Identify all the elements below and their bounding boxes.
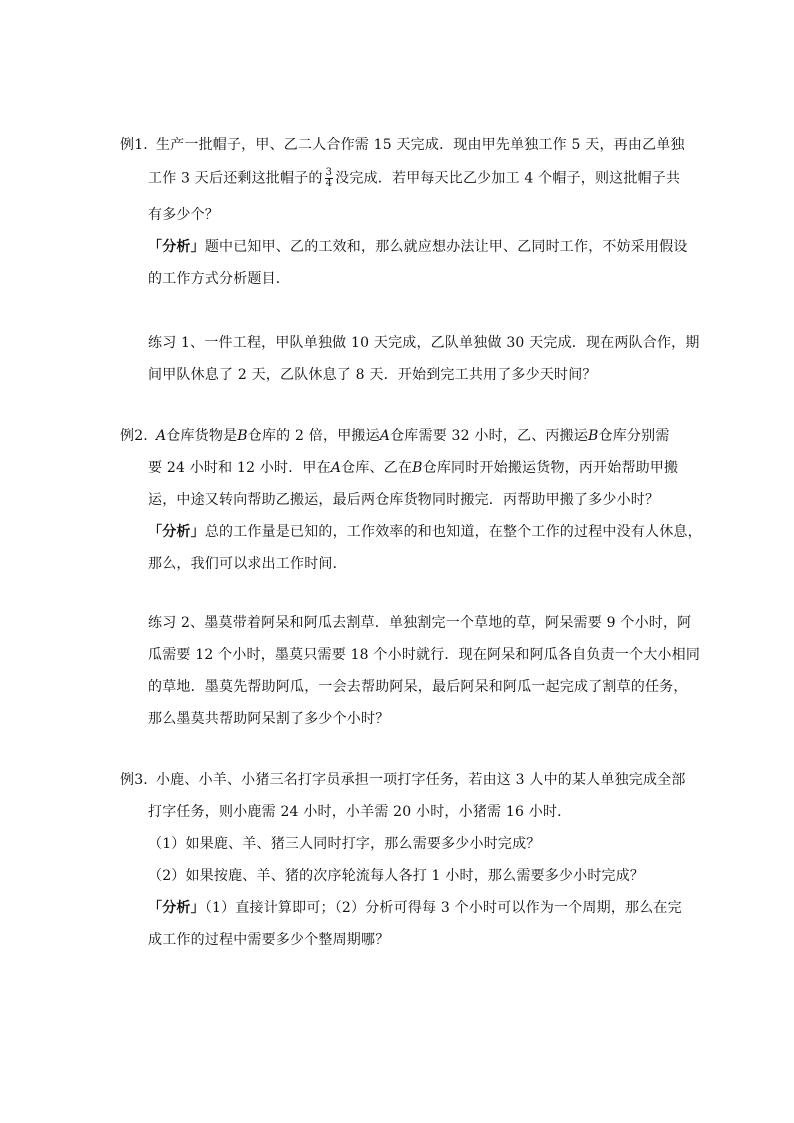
example-1-text: 没完成．若甲每天比乙少加工 4 个帽子，则这批帽子共: [335, 170, 681, 187]
example-2-label: 例2.: [120, 428, 148, 444]
example-2-text: 仓库的 2 倍，甲搬运: [247, 428, 380, 444]
example-3-label: 例3.: [120, 772, 148, 788]
analysis-tag: 「分析」: [148, 524, 205, 540]
example-2-text: 要 24 小时和 12 小时．甲在: [148, 460, 331, 476]
example-3-line-2: 打字任务，则小鹿需 24 小时，小羊需 20 小时，小猪需 16 小时．: [148, 804, 572, 820]
practice-2-line-3: 的草地．墨莫先帮助阿瓜，一会去帮助阿呆，最后阿呆和阿瓜一起完成了割草的任务，: [148, 679, 688, 695]
example-2-analysis: [148, 523, 702, 541]
example-1-text: 工作 3 天后还剩这批帽子的: [148, 170, 323, 187]
example-1-analysis: [148, 238, 688, 256]
practice-2-line-4: 那么墨莫共帮助阿呆割了多少个小时？: [148, 711, 390, 727]
example-2-text: 仓库、乙在: [341, 460, 413, 476]
example-3-line-1: [120, 771, 686, 789]
practice-1-line-1: 练习 1、一件工程，甲队单独做 10 天完成，乙队单独做 30 天完成．现在两队合作，期: [148, 335, 700, 351]
fraction-numerator: 3: [325, 167, 333, 178]
analysis-text: （1）直接计算即可；（2）分析可得每 3 个小时可以作为一个周期，那么在完: [204, 900, 682, 916]
practice-2-line-2: 瓜需要 12 个小时，墨莫只需要 18 个小时就行．现在阿呆和阿瓜各自负责一个大小相同: [148, 647, 701, 663]
example-3-analysis: [148, 899, 682, 917]
analysis-text: 总的工作量是已知的，工作效率的和也知道，在整个工作的过程中没有人休息，: [204, 524, 702, 540]
variable-a: A: [155, 428, 167, 444]
analysis-tag: 「分析」: [148, 900, 205, 916]
example-2-text: 仓库货物是: [166, 428, 238, 444]
variable-a: A: [379, 428, 391, 444]
example-2-text: 仓库分别需: [598, 428, 670, 444]
example-1-text: 生产一批帽子，甲、乙二人合作需 15 天完成．现由甲先单独工作 5 天，再由乙单独: [155, 137, 685, 153]
analysis-text: 题中已知甲、乙的工效和，那么就应想办法让甲、乙同时工作，不妨采用假设: [204, 239, 688, 255]
practice-1-line-2: 间甲队休息了 2 天，乙队休息了 8 天．开始到完工共用了多少天时间？: [148, 367, 597, 383]
variable-a: A: [330, 460, 342, 476]
example-2-analysis-line-2: 那么，我们可以求出工作时间．: [148, 556, 347, 572]
example-1-line-3: 有多少个？: [148, 207, 219, 223]
example-3-question-1: （1）如果鹿、羊、猪三人同时打字，那么需要多少小时完成？: [148, 836, 541, 852]
fraction-denominator: 4: [325, 178, 333, 189]
practice-2-line-1: 练习 2、墨莫带着阿呆和阿瓜去割草．单独割完一个草地的草，阿呆需要 9 个小时，阿: [148, 615, 692, 631]
variable-b: B: [237, 428, 248, 444]
fraction: [325, 168, 334, 189]
example-2-line-3: 运，中途又转向帮助乙搬运，最后两仓库货物同时搬完．丙帮助甲搬了多少小时？: [148, 492, 660, 508]
analysis-tag: 「分析」: [148, 239, 205, 255]
example-1-label: 例1.: [120, 137, 148, 153]
variable-b: B: [412, 460, 423, 476]
example-1-analysis-line-2: 的工作方式分析题目．: [148, 271, 290, 287]
example-1-line-1: [120, 136, 685, 154]
example-3-analysis-line-2: 成工作的过程中需要多少个整周期哪？: [148, 932, 390, 948]
example-2-line-1: [120, 427, 670, 445]
variable-b: B: [588, 428, 599, 444]
example-3-question-2: （2）如果按鹿、羊、猪的次序轮流每人各打 1 小时，那么需要多少小时完成？: [148, 868, 645, 884]
example-2-text: 仓库同时开始搬运货物，丙开始帮助甲搬: [422, 460, 679, 476]
example-1-line-2: [148, 168, 680, 189]
example-2-text: 仓库需要 32 小时，乙、丙搬运: [390, 428, 589, 444]
example-2-line-2: [148, 459, 678, 477]
example-3-text: 小鹿、小羊、小猪三名打字员承担一项打字任务，若由这 3 人中的某人单独完成全部: [155, 772, 686, 788]
